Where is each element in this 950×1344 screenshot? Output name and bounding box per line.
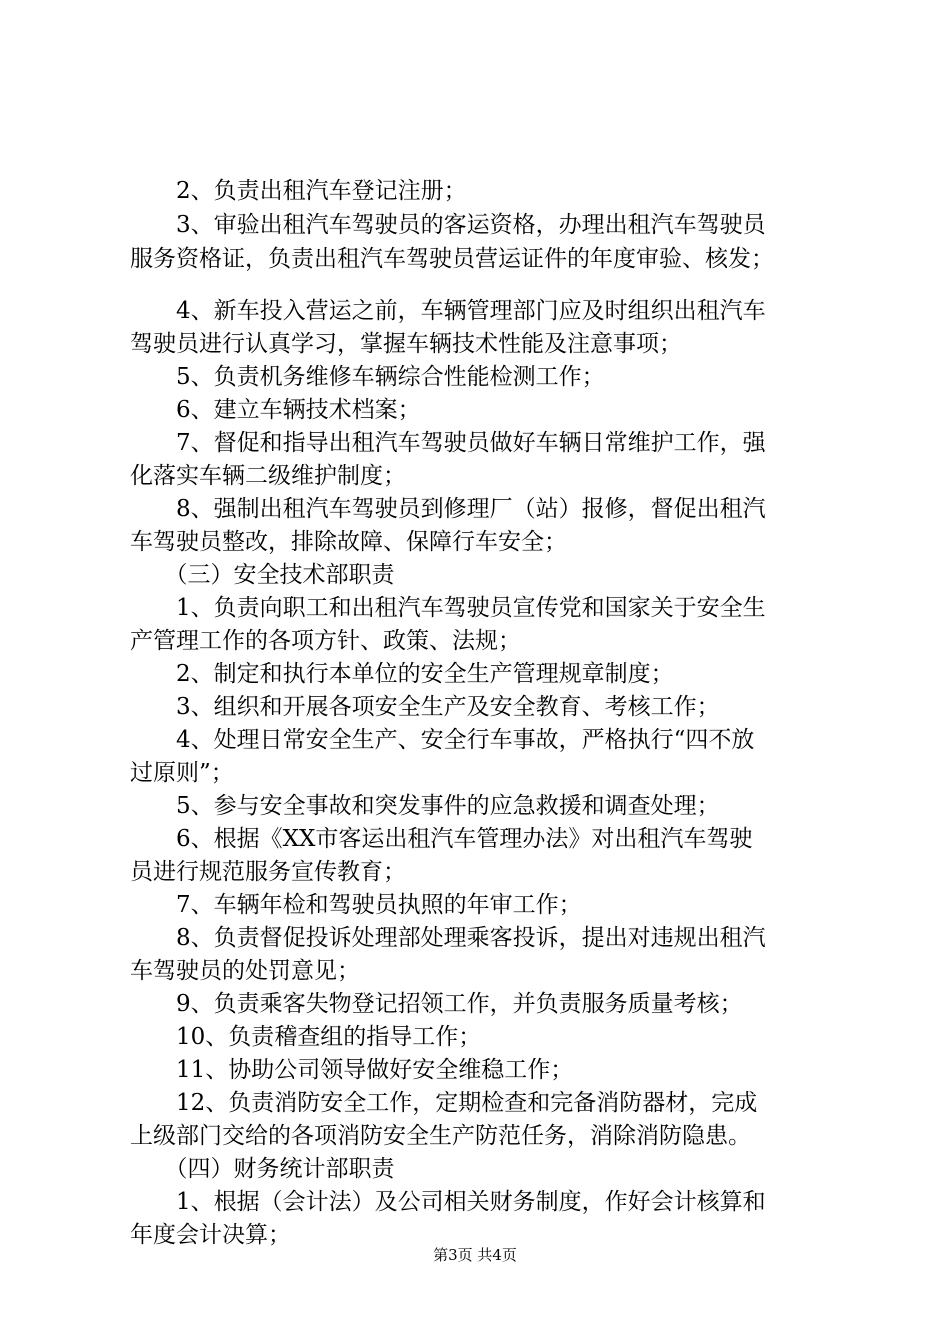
text-line: 6、根据《XX市客运出租汽车管理办法》对出租汽车驾驶: [130, 826, 753, 852]
text-line: 化落实车辆二级维护制度；: [130, 463, 406, 489]
text-line: 上级部门交给的各项消防安全生产防范任务，消除消防隐患。: [130, 1123, 751, 1149]
text-line: 3、组织和开展各项安全生产及安全教育、考核工作；: [130, 694, 720, 720]
text-line: 12、负责消防安全工作，定期检查和完备消防器材，完成: [130, 1090, 758, 1116]
text-line: 员进行规范服务宣传教育；: [130, 859, 406, 885]
text-line: 11、协助公司领导做好安全维稳工作；: [130, 1057, 574, 1083]
text-line: 年度会计决算；: [130, 1222, 291, 1248]
text-line: 产管理工作的各项方针、政策、法规；: [130, 628, 521, 654]
text-line: 5、参与安全事故和突发事件的应急救援和调查处理；: [130, 793, 720, 819]
section-heading: （四）财务统计部职责: [130, 1156, 395, 1182]
text-line: 9、负责乘客失物登记招领工作，并负责服务质量考核；: [130, 991, 743, 1017]
text-line: 过原则”；: [130, 760, 234, 786]
text-line: 8、强制出租汽车驾驶员到修理厂（站）报修，督促出租汽: [130, 496, 766, 522]
page-number-footer: 第3页 共4页: [433, 1246, 517, 1264]
text-line: 6、建立车辆技术档案；: [130, 397, 421, 423]
section-heading: （三）安全技术部职责: [130, 562, 395, 588]
text-line: 车驾驶员整改，排除故障、保障行车安全；: [130, 529, 567, 555]
text-line: 驾驶员进行认真学习，掌握车辆技术性能及注意事项；: [130, 331, 682, 357]
text-line: 服务资格证，负责出租汽车驾驶员营运证件的年度审验、核发；: [130, 246, 774, 272]
text-line: 4、新车投入营运之前，车辆管理部门应及时组织出租汽车: [130, 298, 766, 324]
text-line: 7、车辆年检和驾驶员执照的年审工作；: [130, 892, 582, 918]
text-line: 2、制定和执行本单位的安全生产管理规章制度；: [130, 661, 674, 687]
text-line: 7、督促和指导出租汽车驾驶员做好车辆日常维护工作，强: [130, 430, 766, 456]
text-line: 1、根据（会计法）及公司相关财务制度，作好会计核算和: [130, 1189, 766, 1215]
text-line: 3、审验出租汽车驾驶员的客运资格，办理出租汽车驾驶员: [130, 212, 766, 238]
text-line: 5、负责机务维修车辆综合性能检测工作；: [130, 364, 605, 390]
text-line: 4、处理日常安全生产、安全行车事故，严格执行“四不放: [130, 727, 755, 753]
text-line: 2、负责出租汽车登记注册；: [130, 178, 467, 204]
text-line: 1、负责向职工和出租汽车驾驶员宣传党和国家关于安全生: [130, 595, 766, 621]
text-line: 10、负责稽查组的指导工作；: [130, 1024, 482, 1050]
text-line: 8、负责督促投诉处理部处理乘客投诉，提出对违规出租汽: [130, 925, 766, 951]
text-line: 车驾驶员的处罚意见；: [130, 958, 360, 984]
